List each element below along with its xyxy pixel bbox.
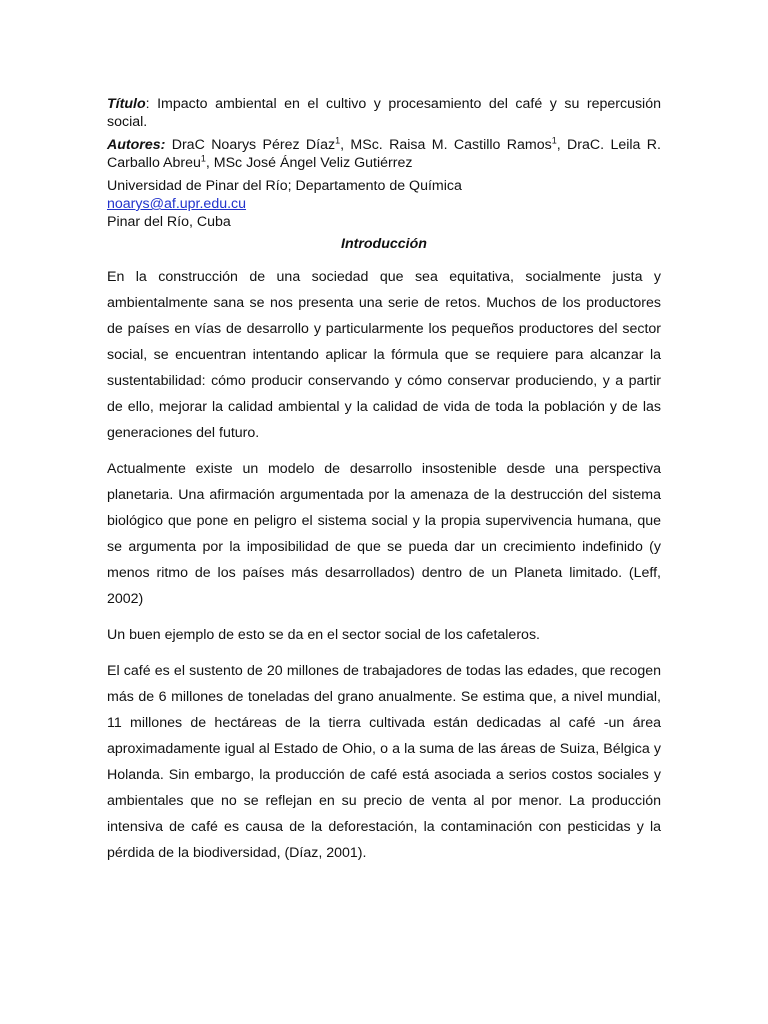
- email-link[interactable]: noarys@af.upr.edu.cu: [107, 196, 247, 212]
- title-separator: :: [145, 96, 150, 112]
- affiliation-mark-1: 1: [335, 135, 341, 146]
- location: Pinar del Río, Cuba: [107, 214, 231, 230]
- author-3: , DraC. Leila R. Carballo Abreu: [107, 137, 661, 171]
- title-label: Título: [107, 96, 146, 112]
- document-page: [107, 95, 661, 876]
- affiliation-mark-2: 1: [551, 135, 557, 146]
- section-title: Introducción: [341, 236, 427, 252]
- authors-line: [107, 136, 661, 172]
- authors-label: Autores:: [107, 137, 166, 153]
- body-text: [107, 264, 661, 866]
- paragraph-4: El café es el sustento de 20 millones de trabajadores de todas las edades, que recogen más de 6 millones de toneladas del grano anualmente. Se estima que, a nivel mundial, 11 millones de hectáreas de la tierra cultivada están dedicadas al café -un área aproximadamente igual al Estado de Ohio, o a la suma de las áreas de Suiza, Bélgica y Holanda. Sin embargo, la producción de café está asociada a serios costos sociales y ambientales que no se reflejan en su precio de venta al por menor. La producción intensiva de café es causa de la deforestación, la contaminación con pesticidas y la pérdida de la biodiversidad, (Díaz, 2001).: [107, 663, 661, 861]
- paragraph-2: Actualmente existe un modelo de desarrollo insostenible desde una perspectiva planetaria. Una afirmación argumentada por la amenaza de la destrucción del sistema biológico que pone en peligro el sistema social y la propia supervivencia humana, que se argumenta por la imposibilidad de que se pueda dar un crecimiento indefinido (y menos ritmo de los países más desarrollados) dentro de un Planeta limitado. (Leff, 2002): [107, 461, 661, 607]
- title-text: Impacto ambiental en el cultivo y procesamiento del café y su repercusión social.: [107, 96, 661, 130]
- author-2: , MSc. Raisa M. Castillo Ramos: [340, 137, 552, 153]
- paragraph-1: En la construcción de una sociedad que sea equitativa, socialmente justa y ambientalmente sana se nos presenta una serie de retos. Muchos de los productores de países en vías de desarrollo y particularmente los pequeños productores del sector social, se encuentran intentando aplicar la fórmula que se requiere para alcanzar la sustentabilidad: cómo producir conservando y cómo conservar produciendo, y a partir de ello, mejorar la calidad ambiental y la calidad de vida de toda la población y de las generaciones del futuro.: [107, 269, 661, 441]
- affiliation-mark-3: 1: [200, 153, 206, 164]
- author-4: , MSc José Ángel Veliz Gutiérrez: [205, 155, 413, 171]
- title-line: [107, 95, 661, 131]
- paragraph-3: Un buen ejemplo de esto se da en el sector social de los cafetaleros.: [107, 627, 540, 643]
- document-header: [107, 95, 661, 231]
- author-1: DraC Noarys Pérez Díaz: [165, 137, 336, 153]
- institution: Universidad de Pinar del Río; Departamento de Química: [107, 178, 462, 194]
- email-line: [107, 195, 661, 213]
